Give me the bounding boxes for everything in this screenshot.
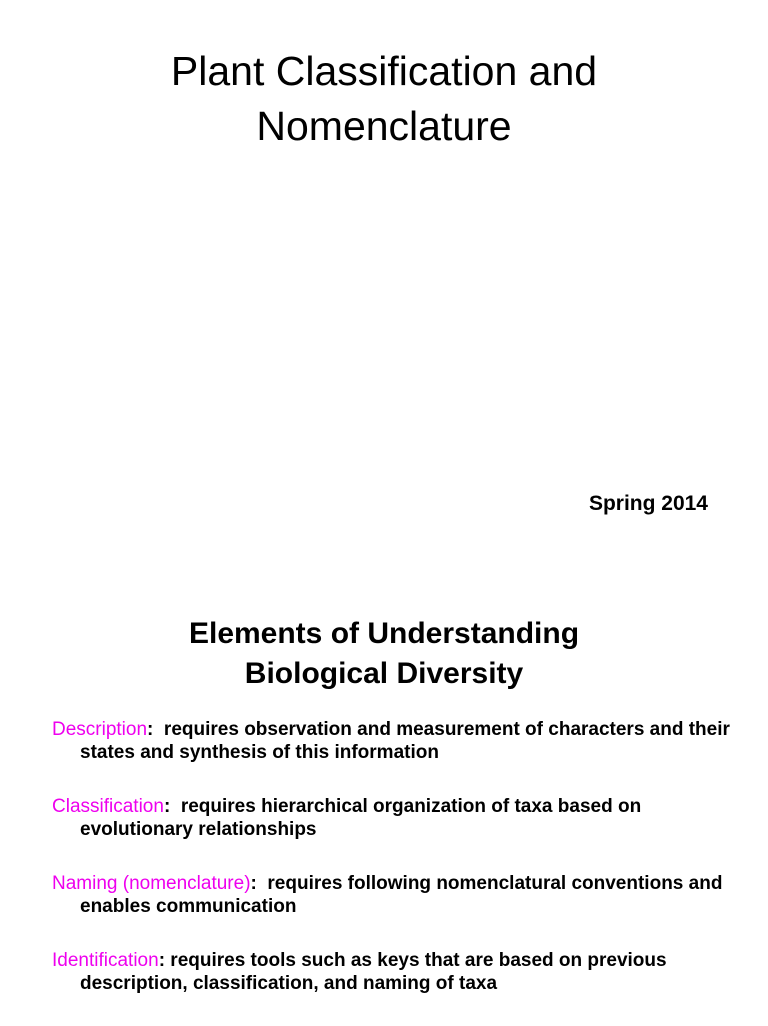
term-description: [52, 718, 736, 764]
term-definition: requires following nomenclatural conventions and enables communication: [80, 873, 728, 917]
title-line-1: Plant Classification and: [170, 48, 598, 94]
term-name: Naming (nomenclature): [52, 873, 251, 894]
term-definition: requires hierarchical organization of taxa based on evolutionary relationships: [80, 796, 647, 840]
term-name: Description: [52, 719, 148, 740]
term-name: Identification: [52, 950, 159, 971]
term-name: Classification: [52, 796, 164, 817]
term-naming: [52, 872, 732, 918]
term-list: [52, 718, 736, 1026]
slide-elements: [0, 560, 768, 1024]
term-definition: requires tools such as keys that are based on previous description, classification, and naming of taxa: [80, 950, 672, 994]
term-definition: requires observation and measurement of characters and their states and synthesis of this information: [80, 719, 736, 763]
slide-title-heading: [0, 44, 768, 154]
date-label: Spring 2014: [588, 492, 708, 515]
term-separator: :: [250, 873, 257, 894]
slide-elements-heading: [0, 614, 768, 694]
heading-line-1: Elements of Understanding: [188, 617, 580, 650]
term-identification: [52, 949, 732, 995]
term-separator: :: [163, 796, 171, 817]
title-line-2: Nomenclature: [256, 103, 512, 149]
term-classification: [52, 795, 732, 841]
term-separator: :: [158, 950, 166, 971]
term-separator: :: [147, 719, 154, 740]
heading-line-2: Biological Diversity: [244, 657, 524, 690]
